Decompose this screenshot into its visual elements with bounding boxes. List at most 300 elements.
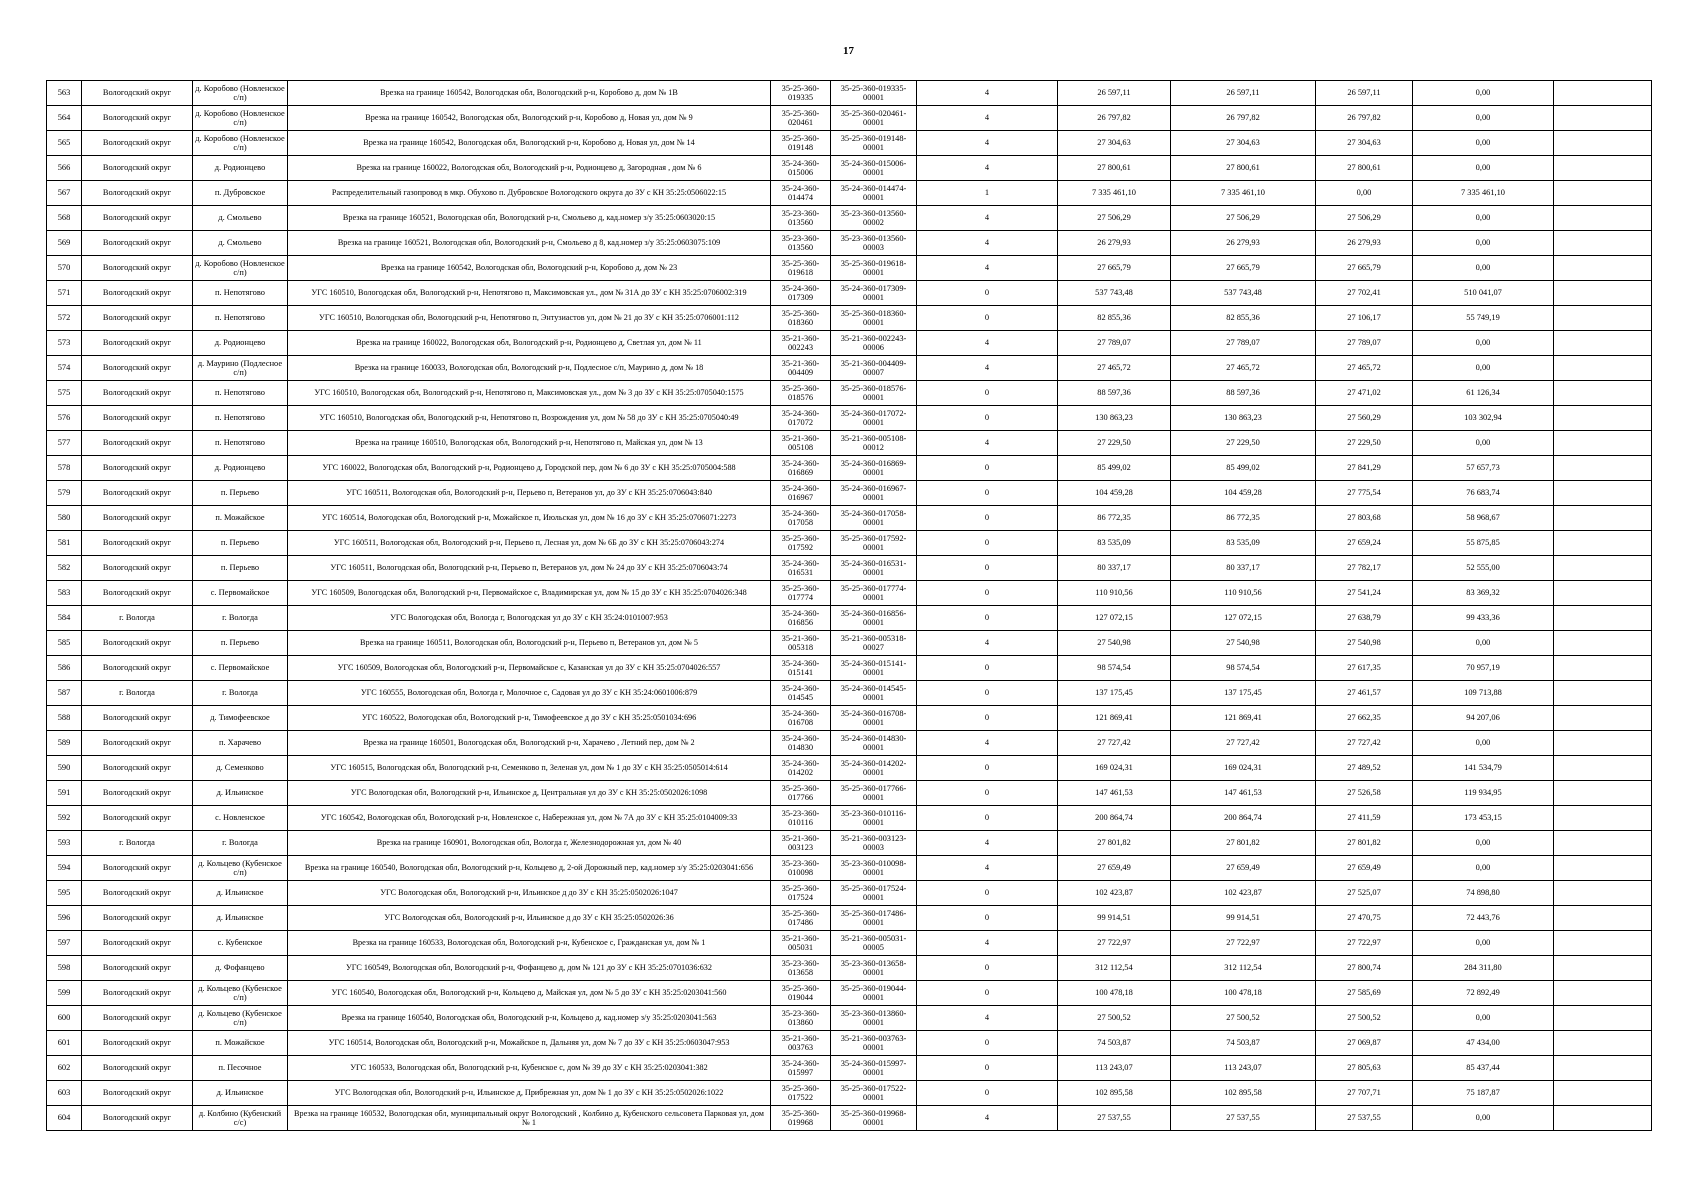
connection-cost-cell: 27 465,72 bbox=[1316, 356, 1413, 381]
note-cell bbox=[1554, 581, 1652, 606]
row-number-cell: 563 bbox=[47, 81, 82, 106]
object-address-cell: Врезка на границе 160521, Вологодская обл, Вологодский р-н, Смольево д 8, кад.номер з/у 35:25:0603075:109 bbox=[288, 231, 771, 256]
total-cost-cell: 27 506,29 bbox=[1058, 206, 1171, 231]
connection-cost-cell: 27 585,69 bbox=[1316, 981, 1413, 1006]
district-cell: Вологодский округ bbox=[82, 356, 193, 381]
object-code-cell: 35-24-360-017309 bbox=[771, 281, 831, 306]
district-cell: г. Вологда bbox=[82, 606, 193, 631]
network-cost-cell: 0,00 bbox=[1413, 131, 1554, 156]
object-address-cell: УГС 160540, Вологодская обл, Вологодский р-н, Кольцево д, Майская ул, дом № 5 до ЗУ с КН 35:25:0203041:560 bbox=[288, 981, 771, 1006]
settlement-cell: д. Колбино (Кубенский с/с) bbox=[193, 1106, 288, 1131]
object-address-cell: УГС 160509, Вологодская обл, Вологодский р-н, Первомайское с, Казанская ул до ЗУ с КН 35:25:0704026:557 bbox=[288, 656, 771, 681]
table-row bbox=[47, 131, 1652, 156]
object-code-cell: 35-21-360-003123 bbox=[771, 831, 831, 856]
object-address-cell: УГС 160511, Вологодская обл, Вологодский р-н, Перьево п, Ветеранов ул, до ЗУ с КН 35:25:0706043:840 bbox=[288, 481, 771, 506]
cost-cell: 27 465,72 bbox=[1171, 356, 1316, 381]
settlement-cell: с. Первомайское bbox=[193, 656, 288, 681]
category-cell: 0 bbox=[917, 531, 1058, 556]
row-number-cell: 590 bbox=[47, 756, 82, 781]
object-code-cell: 35-25-360-019968 bbox=[771, 1106, 831, 1131]
district-cell: Вологодский округ bbox=[82, 756, 193, 781]
object-code-cell: 35-25-360-018576 bbox=[771, 381, 831, 406]
connection-cost-cell: 26 797,82 bbox=[1316, 106, 1413, 131]
object-code-cell: 35-25-360-017592 bbox=[771, 531, 831, 556]
district-cell: Вологодский округ bbox=[82, 731, 193, 756]
settlement-cell: д. Кольцево (Кубенское с/п) bbox=[193, 1006, 288, 1031]
note-cell bbox=[1554, 656, 1652, 681]
cost-cell: 110 910,56 bbox=[1171, 581, 1316, 606]
object-code-cell: 35-25-360-017522 bbox=[771, 1081, 831, 1106]
object-address-cell: УГС 160549, Вологодская обл, Вологодский р-н, Фофанцево д, дом № 121 до ЗУ с КН 35:25:0701036:632 bbox=[288, 956, 771, 981]
network-cost-cell: 0,00 bbox=[1413, 831, 1554, 856]
cost-cell: 99 914,51 bbox=[1171, 906, 1316, 931]
object-code-cell: 35-21-360-005318 bbox=[771, 631, 831, 656]
row-number-cell: 567 bbox=[47, 181, 82, 206]
total-cost-cell: 26 279,93 bbox=[1058, 231, 1171, 256]
connection-cost-cell: 27 800,74 bbox=[1316, 956, 1413, 981]
connection-id-cell: 35-25-360-017592-00001 bbox=[831, 531, 917, 556]
table-row bbox=[47, 256, 1652, 281]
connection-cost-cell: 27 304,63 bbox=[1316, 131, 1413, 156]
table-row bbox=[47, 806, 1652, 831]
connection-id-cell: 35-25-360-019335-00001 bbox=[831, 81, 917, 106]
district-cell: Вологодский округ bbox=[82, 456, 193, 481]
object-code-cell: 35-25-360-017524 bbox=[771, 881, 831, 906]
row-number-cell: 566 bbox=[47, 156, 82, 181]
connection-id-cell: 35-24-360-016869-00001 bbox=[831, 456, 917, 481]
row-number-cell: 592 bbox=[47, 806, 82, 831]
object-address-cell: УГС 160510, Вологодская обл, Вологодский р-н, Непотягово п, Возрождения ул, дом № 58 до ЗУ с КН 35:25:0705040:49 bbox=[288, 406, 771, 431]
district-cell: Вологодский округ bbox=[82, 431, 193, 456]
total-cost-cell: 102 423,87 bbox=[1058, 881, 1171, 906]
connection-id-cell: 35-24-360-017058-00001 bbox=[831, 506, 917, 531]
total-cost-cell: 27 665,79 bbox=[1058, 256, 1171, 281]
settlement-cell: п. Можайское bbox=[193, 506, 288, 531]
row-number-cell: 578 bbox=[47, 456, 82, 481]
connection-id-cell: 35-21-360-005108-00012 bbox=[831, 431, 917, 456]
district-cell: Вологодский округ bbox=[82, 1031, 193, 1056]
note-cell bbox=[1554, 831, 1652, 856]
object-code-cell: 35-24-360-016869 bbox=[771, 456, 831, 481]
connection-cost-cell: 27 707,71 bbox=[1316, 1081, 1413, 1106]
district-cell: г. Вологда bbox=[82, 831, 193, 856]
connection-id-cell: 35-24-360-014202-00001 bbox=[831, 756, 917, 781]
object-address-cell: УГС 160522, Вологодская обл, Вологодский р-н, Тимофеевское д до ЗУ с КН 35:25:0501034:696 bbox=[288, 706, 771, 731]
gas-connection-registry-table bbox=[46, 80, 1652, 1131]
network-cost-cell: 0,00 bbox=[1413, 1106, 1554, 1131]
district-cell: Вологодский округ bbox=[82, 581, 193, 606]
row-number-cell: 571 bbox=[47, 281, 82, 306]
connection-cost-cell: 27 500,52 bbox=[1316, 1006, 1413, 1031]
network-cost-cell: 75 187,87 bbox=[1413, 1081, 1554, 1106]
category-cell: 4 bbox=[917, 106, 1058, 131]
row-number-cell: 588 bbox=[47, 706, 82, 731]
settlement-cell: п. Перьево bbox=[193, 531, 288, 556]
category-cell: 0 bbox=[917, 681, 1058, 706]
total-cost-cell: 27 727,42 bbox=[1058, 731, 1171, 756]
row-number-cell: 584 bbox=[47, 606, 82, 631]
object-code-cell: 35-24-360-016708 bbox=[771, 706, 831, 731]
connection-id-cell: 35-24-360-016856-00001 bbox=[831, 606, 917, 631]
network-cost-cell: 55 749,19 bbox=[1413, 306, 1554, 331]
note-cell bbox=[1554, 956, 1652, 981]
object-address-cell: УГС 160511, Вологодская обл, Вологодский р-н, Перьево п, Лесная ул, дом № 6Б до ЗУ с КН 35:25:0706043:274 bbox=[288, 531, 771, 556]
cost-cell: 127 072,15 bbox=[1171, 606, 1316, 631]
total-cost-cell: 312 112,54 bbox=[1058, 956, 1171, 981]
object-address-cell: Врезка на границе 160542, Вологодская обл, Вологодский р-н, Коробово д, дом № 23 bbox=[288, 256, 771, 281]
object-address-cell: УГС Вологодская обл, Вологда г, Вологодская ул до ЗУ с КН 35:24:0101007:953 bbox=[288, 606, 771, 631]
district-cell: Вологодский округ bbox=[82, 906, 193, 931]
network-cost-cell: 99 433,36 bbox=[1413, 606, 1554, 631]
district-cell: Вологодский округ bbox=[82, 281, 193, 306]
object-address-cell: Врезка на границе 160022, Вологодская обл, Вологодский р-н, Родионцево д, Загородная , дом № 6 bbox=[288, 156, 771, 181]
connection-cost-cell: 27 560,29 bbox=[1316, 406, 1413, 431]
object-code-cell: 35-24-360-014474 bbox=[771, 181, 831, 206]
connection-id-cell: 35-21-360-005031-00005 bbox=[831, 931, 917, 956]
row-number-cell: 589 bbox=[47, 731, 82, 756]
settlement-cell: п. Непотягово bbox=[193, 381, 288, 406]
district-cell: Вологодский округ bbox=[82, 331, 193, 356]
district-cell: Вологодский округ bbox=[82, 1106, 193, 1131]
settlement-cell: п. Непотягово bbox=[193, 306, 288, 331]
network-cost-cell: 76 683,74 bbox=[1413, 481, 1554, 506]
network-cost-cell: 0,00 bbox=[1413, 631, 1554, 656]
total-cost-cell: 113 243,07 bbox=[1058, 1056, 1171, 1081]
network-cost-cell: 74 898,80 bbox=[1413, 881, 1554, 906]
note-cell bbox=[1554, 1056, 1652, 1081]
connection-id-cell: 35-25-360-019148-00001 bbox=[831, 131, 917, 156]
category-cell: 0 bbox=[917, 1031, 1058, 1056]
network-cost-cell: 0,00 bbox=[1413, 1006, 1554, 1031]
connection-id-cell: 35-25-360-017522-00001 bbox=[831, 1081, 917, 1106]
cost-cell: 312 112,54 bbox=[1171, 956, 1316, 981]
note-cell bbox=[1554, 106, 1652, 131]
object-address-cell: УГС 160511, Вологодская обл, Вологодский р-н, Перьево п, Ветеранов ул, дом № 24 до ЗУ с КН 35:25:0706043:74 bbox=[288, 556, 771, 581]
row-number-cell: 573 bbox=[47, 331, 82, 356]
category-cell: 0 bbox=[917, 981, 1058, 1006]
category-cell: 4 bbox=[917, 156, 1058, 181]
connection-cost-cell: 26 597,11 bbox=[1316, 81, 1413, 106]
note-cell bbox=[1554, 281, 1652, 306]
network-cost-cell: 510 041,07 bbox=[1413, 281, 1554, 306]
connection-id-cell: 35-24-360-017072-00001 bbox=[831, 406, 917, 431]
cost-cell: 27 506,29 bbox=[1171, 206, 1316, 231]
connection-cost-cell: 27 775,54 bbox=[1316, 481, 1413, 506]
network-cost-cell: 72 892,49 bbox=[1413, 981, 1554, 1006]
connection-cost-cell: 27 506,29 bbox=[1316, 206, 1413, 231]
settlement-cell: п. Можайское bbox=[193, 1031, 288, 1056]
object-code-cell: 35-24-360-015006 bbox=[771, 156, 831, 181]
settlement-cell: п. Перьево bbox=[193, 556, 288, 581]
object-address-cell: УГС 160533, Вологодская обл, Вологодский р-н, Кубенское с, дом № 39 до ЗУ с КН 35:25:0203041:382 bbox=[288, 1056, 771, 1081]
connection-cost-cell: 27 411,59 bbox=[1316, 806, 1413, 831]
total-cost-cell: 102 895,58 bbox=[1058, 1081, 1171, 1106]
note-cell bbox=[1554, 181, 1652, 206]
row-number-cell: 602 bbox=[47, 1056, 82, 1081]
object-code-cell: 35-23-360-013860 bbox=[771, 1006, 831, 1031]
table-row bbox=[47, 81, 1652, 106]
object-address-cell: УГС 160510, Вологодская обл, Вологодский р-н, Непотягово п, Максимовская ул., дом № 3 до ЗУ с КН 35:25:0705040:1575 bbox=[288, 381, 771, 406]
note-cell bbox=[1554, 1031, 1652, 1056]
row-number-cell: 599 bbox=[47, 981, 82, 1006]
category-cell: 0 bbox=[917, 606, 1058, 631]
cost-cell: 200 864,74 bbox=[1171, 806, 1316, 831]
category-cell: 4 bbox=[917, 731, 1058, 756]
cost-cell: 121 869,41 bbox=[1171, 706, 1316, 731]
network-cost-cell: 85 437,44 bbox=[1413, 1056, 1554, 1081]
table-row bbox=[47, 856, 1652, 881]
note-cell bbox=[1554, 531, 1652, 556]
category-cell: 4 bbox=[917, 831, 1058, 856]
table-row bbox=[47, 906, 1652, 931]
category-cell: 0 bbox=[917, 756, 1058, 781]
total-cost-cell: 27 722,97 bbox=[1058, 931, 1171, 956]
category-cell: 0 bbox=[917, 506, 1058, 531]
table-row bbox=[47, 381, 1652, 406]
object-code-cell: 35-24-360-015141 bbox=[771, 656, 831, 681]
settlement-cell: д. Ильинское bbox=[193, 781, 288, 806]
district-cell: Вологодский округ bbox=[82, 481, 193, 506]
settlement-cell: г. Вологда bbox=[193, 831, 288, 856]
district-cell: Вологодский округ bbox=[82, 406, 193, 431]
category-cell: 0 bbox=[917, 881, 1058, 906]
district-cell: Вологодский округ bbox=[82, 231, 193, 256]
object-address-cell: УГС 160514, Вологодская обл, Вологодский р-н, Можайское п, Июльская ул, дом № 16 до ЗУ с КН 35:25:0706071:2273 bbox=[288, 506, 771, 531]
table-row bbox=[47, 1006, 1652, 1031]
connection-cost-cell: 27 841,29 bbox=[1316, 456, 1413, 481]
object-code-cell: 35-25-360-017766 bbox=[771, 781, 831, 806]
cost-cell: 113 243,07 bbox=[1171, 1056, 1316, 1081]
district-cell: Вологодский округ bbox=[82, 156, 193, 181]
connection-id-cell: 35-23-360-013560-00003 bbox=[831, 231, 917, 256]
connection-id-cell: 35-21-360-003763-00001 bbox=[831, 1031, 917, 1056]
object-address-cell: Врезка на границе 160540, Вологодская обл, Вологодский р-н, Кольцево д, кад.номер з/у 35:25:0203041:563 bbox=[288, 1006, 771, 1031]
total-cost-cell: 82 855,36 bbox=[1058, 306, 1171, 331]
settlement-cell: д. Ильинское bbox=[193, 906, 288, 931]
district-cell: Вологодский округ bbox=[82, 256, 193, 281]
district-cell: Вологодский округ bbox=[82, 981, 193, 1006]
object-code-cell: 35-21-360-003763 bbox=[771, 1031, 831, 1056]
total-cost-cell: 537 743,48 bbox=[1058, 281, 1171, 306]
network-cost-cell: 284 311,80 bbox=[1413, 956, 1554, 981]
category-cell: 4 bbox=[917, 231, 1058, 256]
connection-id-cell: 35-24-360-014474-00001 bbox=[831, 181, 917, 206]
object-address-cell: УГС 160514, Вологодская обл, Вологодский р-н, Можайское п, Дальняя ул, дом № 7 до ЗУ с КН 35:25:0603047:953 bbox=[288, 1031, 771, 1056]
cost-cell: 27 229,50 bbox=[1171, 431, 1316, 456]
connection-cost-cell: 27 540,98 bbox=[1316, 631, 1413, 656]
note-cell bbox=[1554, 856, 1652, 881]
object-address-cell: Врезка на границе 160542, Вологодская обл, Вологодский р-н, Коробово д, Новая ул, дом № 9 bbox=[288, 106, 771, 131]
row-number-cell: 604 bbox=[47, 1106, 82, 1131]
connection-id-cell: 35-25-360-019618-00001 bbox=[831, 256, 917, 281]
object-address-cell: Врезка на границе 160533, Вологодская обл, Вологодский р-н, Кубенское с, Гражданская ул, дом № 1 bbox=[288, 931, 771, 956]
row-number-cell: 598 bbox=[47, 956, 82, 981]
total-cost-cell: 27 540,98 bbox=[1058, 631, 1171, 656]
total-cost-cell: 83 535,09 bbox=[1058, 531, 1171, 556]
connection-cost-cell: 27 801,82 bbox=[1316, 831, 1413, 856]
note-cell bbox=[1554, 556, 1652, 581]
total-cost-cell: 27 229,50 bbox=[1058, 431, 1171, 456]
network-cost-cell: 0,00 bbox=[1413, 256, 1554, 281]
network-cost-cell: 72 443,76 bbox=[1413, 906, 1554, 931]
row-number-cell: 587 bbox=[47, 681, 82, 706]
total-cost-cell: 27 801,82 bbox=[1058, 831, 1171, 856]
network-cost-cell: 94 207,06 bbox=[1413, 706, 1554, 731]
district-cell: Вологодский округ bbox=[82, 1006, 193, 1031]
network-cost-cell: 0,00 bbox=[1413, 106, 1554, 131]
note-cell bbox=[1554, 331, 1652, 356]
settlement-cell: д. Смольево bbox=[193, 206, 288, 231]
total-cost-cell: 88 597,36 bbox=[1058, 381, 1171, 406]
object-code-cell: 35-23-360-010098 bbox=[771, 856, 831, 881]
row-number-cell: 595 bbox=[47, 881, 82, 906]
category-cell: 0 bbox=[917, 456, 1058, 481]
row-number-cell: 580 bbox=[47, 506, 82, 531]
total-cost-cell: 98 574,54 bbox=[1058, 656, 1171, 681]
cost-cell: 26 597,11 bbox=[1171, 81, 1316, 106]
table-body bbox=[47, 81, 1652, 1131]
total-cost-cell: 147 461,53 bbox=[1058, 781, 1171, 806]
connection-id-cell: 35-23-360-010098-00001 bbox=[831, 856, 917, 881]
object-address-cell: УГС Вологодская обл, Вологодский р-н, Ильинское д до ЗУ с КН 35:25:0502026:1047 bbox=[288, 881, 771, 906]
total-cost-cell: 137 175,45 bbox=[1058, 681, 1171, 706]
cost-cell: 27 727,42 bbox=[1171, 731, 1316, 756]
connection-cost-cell: 27 722,97 bbox=[1316, 931, 1413, 956]
object-code-cell: 35-25-360-019148 bbox=[771, 131, 831, 156]
district-cell: Вологодский округ bbox=[82, 181, 193, 206]
note-cell bbox=[1554, 1006, 1652, 1031]
object-address-cell: Врезка на границе 160511, Вологодская обл, Вологодский р-н, Перьево п, Ветеранов ул, дом № 5 bbox=[288, 631, 771, 656]
district-cell: Вологодский округ bbox=[82, 506, 193, 531]
category-cell: 4 bbox=[917, 631, 1058, 656]
total-cost-cell: 27 304,63 bbox=[1058, 131, 1171, 156]
settlement-cell: д. Фофанцево bbox=[193, 956, 288, 981]
cost-cell: 137 175,45 bbox=[1171, 681, 1316, 706]
note-cell bbox=[1554, 1106, 1652, 1131]
connection-id-cell: 35-25-360-019968-00001 bbox=[831, 1106, 917, 1131]
settlement-cell: с. Кубенское bbox=[193, 931, 288, 956]
connection-cost-cell: 27 470,75 bbox=[1316, 906, 1413, 931]
network-cost-cell: 47 434,00 bbox=[1413, 1031, 1554, 1056]
connection-id-cell: 35-21-360-004409-00007 bbox=[831, 356, 917, 381]
cost-cell: 74 503,87 bbox=[1171, 1031, 1316, 1056]
object-code-cell: 35-25-360-019335 bbox=[771, 81, 831, 106]
table-row bbox=[47, 456, 1652, 481]
connection-id-cell: 35-24-360-016708-00001 bbox=[831, 706, 917, 731]
connection-id-cell: 35-24-360-015997-00001 bbox=[831, 1056, 917, 1081]
connection-cost-cell: 27 789,07 bbox=[1316, 331, 1413, 356]
network-cost-cell: 119 934,95 bbox=[1413, 781, 1554, 806]
category-cell: 0 bbox=[917, 381, 1058, 406]
settlement-cell: д. Родионцево bbox=[193, 456, 288, 481]
object-address-cell: УГС 160542, Вологодская обл, Вологодский р-н, Новленское с, Набережная ул, дом № 7А до ЗУ с КН 35:25:0104009:33 bbox=[288, 806, 771, 831]
connection-id-cell: 35-24-360-016967-00001 bbox=[831, 481, 917, 506]
total-cost-cell: 26 597,11 bbox=[1058, 81, 1171, 106]
row-number-cell: 564 bbox=[47, 106, 82, 131]
connection-id-cell: 35-25-360-018576-00001 bbox=[831, 381, 917, 406]
connection-id-cell: 35-21-360-005318-00027 bbox=[831, 631, 917, 656]
cost-cell: 147 461,53 bbox=[1171, 781, 1316, 806]
district-cell: Вологодский округ bbox=[82, 1081, 193, 1106]
row-number-cell: 593 bbox=[47, 831, 82, 856]
connection-cost-cell: 27 541,24 bbox=[1316, 581, 1413, 606]
note-cell bbox=[1554, 81, 1652, 106]
network-cost-cell: 83 369,32 bbox=[1413, 581, 1554, 606]
note-cell bbox=[1554, 131, 1652, 156]
cost-cell: 83 535,09 bbox=[1171, 531, 1316, 556]
district-cell: Вологодский округ bbox=[82, 306, 193, 331]
note-cell bbox=[1554, 306, 1652, 331]
settlement-cell: д. Коробово (Новленское с/п) bbox=[193, 131, 288, 156]
cost-cell: 26 279,93 bbox=[1171, 231, 1316, 256]
cost-cell: 102 423,87 bbox=[1171, 881, 1316, 906]
note-cell bbox=[1554, 906, 1652, 931]
connection-cost-cell: 27 702,41 bbox=[1316, 281, 1413, 306]
object-code-cell: 35-24-360-015997 bbox=[771, 1056, 831, 1081]
district-cell: Вологодский округ bbox=[82, 781, 193, 806]
settlement-cell: п. Непотягово bbox=[193, 281, 288, 306]
note-cell bbox=[1554, 431, 1652, 456]
object-address-cell: Распределительный газопровод в мкр. Обухово п. Дубровское Вологодского округа до ЗУ с КН 35:25:0506022:15 bbox=[288, 181, 771, 206]
row-number-cell: 586 bbox=[47, 656, 82, 681]
district-cell: Вологодский округ bbox=[82, 556, 193, 581]
object-code-cell: 35-25-360-019618 bbox=[771, 256, 831, 281]
district-cell: г. Вологда bbox=[82, 681, 193, 706]
connection-id-cell: 35-24-360-017309-00001 bbox=[831, 281, 917, 306]
connection-cost-cell: 27 489,52 bbox=[1316, 756, 1413, 781]
total-cost-cell: 169 024,31 bbox=[1058, 756, 1171, 781]
settlement-cell: д. Кольцево (Кубенское с/п) bbox=[193, 981, 288, 1006]
settlement-cell: д. Родионцево bbox=[193, 331, 288, 356]
district-cell: Вологодский округ bbox=[82, 381, 193, 406]
object-code-cell: 35-21-360-002243 bbox=[771, 331, 831, 356]
total-cost-cell: 27 537,55 bbox=[1058, 1106, 1171, 1131]
settlement-cell: с. Первомайское bbox=[193, 581, 288, 606]
total-cost-cell: 99 914,51 bbox=[1058, 906, 1171, 931]
connection-id-cell: 35-25-360-017774-00001 bbox=[831, 581, 917, 606]
row-number-cell: 576 bbox=[47, 406, 82, 431]
district-cell: Вологодский округ bbox=[82, 631, 193, 656]
table-row bbox=[47, 881, 1652, 906]
category-cell: 1 bbox=[917, 181, 1058, 206]
object-address-cell: УГС Вологодская обл, Вологодский р-н, Ильинское д до ЗУ с КН 35:25:0502026:36 bbox=[288, 906, 771, 931]
object-address-cell: Врезка на границе 160542, Вологодская обл, Вологодский р-н, Коробово д, дом № 1В bbox=[288, 81, 771, 106]
connection-cost-cell: 27 471,02 bbox=[1316, 381, 1413, 406]
cost-cell: 27 800,61 bbox=[1171, 156, 1316, 181]
network-cost-cell: 55 875,85 bbox=[1413, 531, 1554, 556]
connection-cost-cell: 27 526,58 bbox=[1316, 781, 1413, 806]
network-cost-cell: 52 555,00 bbox=[1413, 556, 1554, 581]
total-cost-cell: 27 500,52 bbox=[1058, 1006, 1171, 1031]
network-cost-cell: 57 657,73 bbox=[1413, 456, 1554, 481]
category-cell: 0 bbox=[917, 1081, 1058, 1106]
row-number-cell: 594 bbox=[47, 856, 82, 881]
total-cost-cell: 110 910,56 bbox=[1058, 581, 1171, 606]
category-cell: 0 bbox=[917, 556, 1058, 581]
object-address-cell: УГС Вологодская обл, Вологодский р-н, Ильинское д, Прибрежная ул, дом № 1 до ЗУ с КН 35:25:0502026:1022 bbox=[288, 1081, 771, 1106]
table-row bbox=[47, 156, 1652, 181]
settlement-cell: п. Дубровское bbox=[193, 181, 288, 206]
object-code-cell: 35-21-360-005031 bbox=[771, 931, 831, 956]
row-number-cell: 570 bbox=[47, 256, 82, 281]
network-cost-cell: 0,00 bbox=[1413, 856, 1554, 881]
object-code-cell: 35-24-360-016967 bbox=[771, 481, 831, 506]
object-code-cell: 35-25-360-020461 bbox=[771, 106, 831, 131]
district-cell: Вологодский округ bbox=[82, 81, 193, 106]
object-address-cell: УГС 160022, Вологодская обл, Вологодский р-н, Родионцево д, Городской пер, дом № 6 до ЗУ с КН 35:25:0705004:588 bbox=[288, 456, 771, 481]
object-address-cell: Врезка на границе 160521, Вологодская обл, Вологодский р-н, Смольево д, кад.номер з/у 35:25:0603020:15 bbox=[288, 206, 771, 231]
network-cost-cell: 0,00 bbox=[1413, 431, 1554, 456]
